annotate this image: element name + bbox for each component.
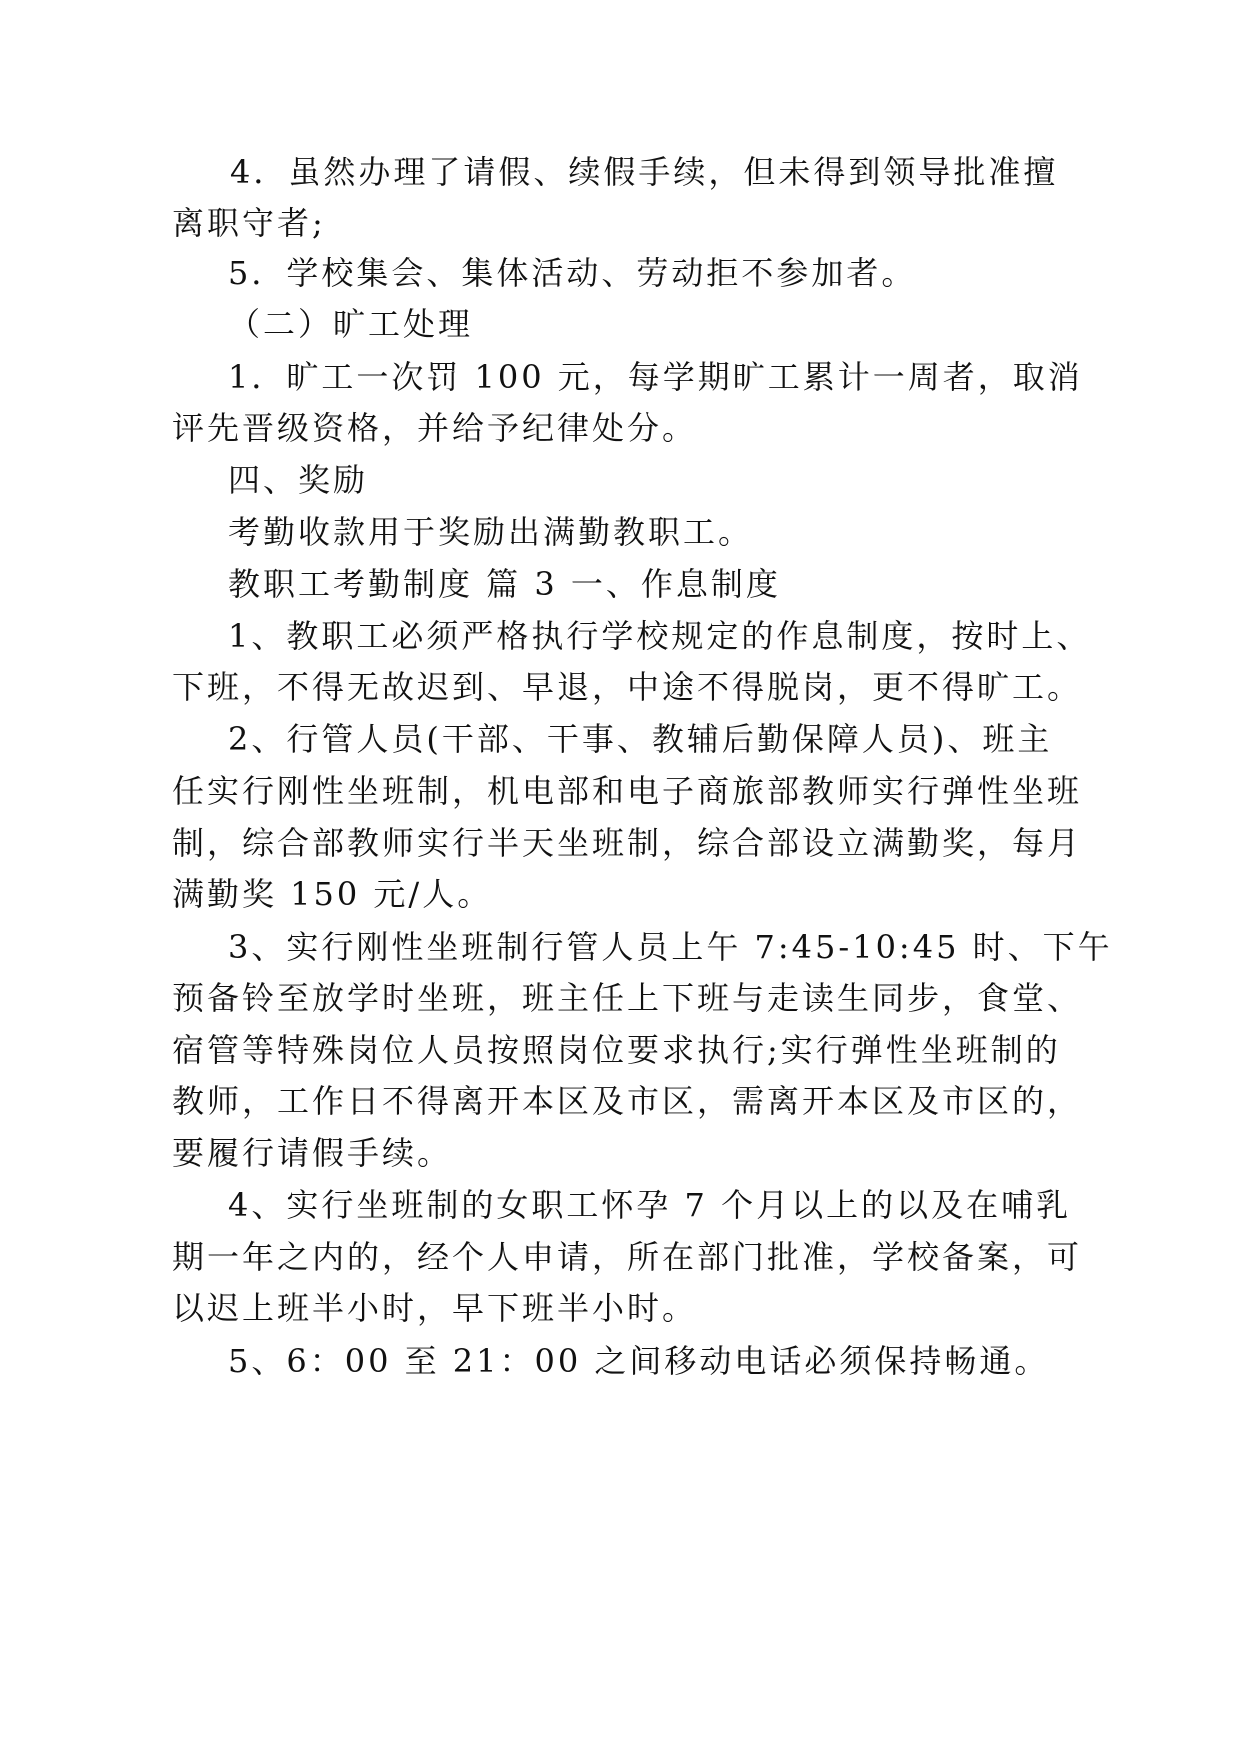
- text-line-18: 宿管等特殊岗位人员按照岗位要求执行;实行弹性坐班制的: [172, 1031, 1061, 1069]
- section-heading-absence-handling: （二）旷工处理: [228, 305, 474, 343]
- text-line-14: 制，综合部教师实行半天坐班制，综合部设立满勤奖，每月: [172, 824, 1083, 862]
- text-line-3: 5．学校集会、集体活动、劳动拒不参加者。: [228, 254, 917, 292]
- text-line-13: 任实行刚性坐班制，机电部和电子商旅部教师实行弹性坐班: [172, 772, 1083, 810]
- section-heading-part-3: 教职工考勤制度 篇 3 一、作息制度: [228, 565, 781, 603]
- text-line-16: 3、实行刚性坐班制行管人员上午 7:45-10:45 时、下午: [228, 928, 1113, 966]
- text-line-17: 预备铃至放学时坐班，班主任上下班与走读生同步，食堂、: [172, 979, 1083, 1017]
- text-line-6: 评先晋级资格，并给予纪律处分。: [172, 409, 698, 447]
- text-line-2: 离职守者;: [172, 204, 326, 242]
- text-line-11: 下班，不得无故迟到、早退，中途不得脱岗，更不得旷工。: [172, 668, 1083, 706]
- text-line-19: 教师，工作日不得离开本区及市区，需离开本区及市区的，: [172, 1082, 1083, 1120]
- text-line-24: 5、6：00 至 21：00 之间移动电话必须保持畅通。: [228, 1342, 1050, 1380]
- text-line-21: 4、实行坐班制的女职工怀孕 7 个月以上的以及在哺乳: [228, 1186, 1072, 1224]
- section-heading-rewards: 四、奖励: [228, 461, 369, 499]
- text-line-8: 考勤收款用于奖励出满勤教职工。: [228, 513, 754, 551]
- text-line-5: 1．旷工一次罚 100 元，每学期旷工累计一周者，取消: [228, 358, 1083, 396]
- text-line-15: 满勤奖 150 元/人。: [172, 875, 493, 913]
- text-line-22: 期一年之内的，经个人申请，所在部门批准，学校备案，可: [172, 1238, 1083, 1276]
- text-line-20: 要履行请假手续。: [172, 1134, 453, 1172]
- text-line-10: 1、教职工必须严格执行学校规定的作息制度，按时上、: [228, 617, 1092, 655]
- text-line-23: 以迟上班半小时，早下班半小时。: [172, 1289, 698, 1327]
- text-line-1: 4．虽然办理了请假、续假手续，但未得到领导批准擅: [230, 153, 1059, 191]
- text-line-12: 2、行管人员(干部、干事、教辅后勤保障人员)、班主: [228, 720, 1053, 758]
